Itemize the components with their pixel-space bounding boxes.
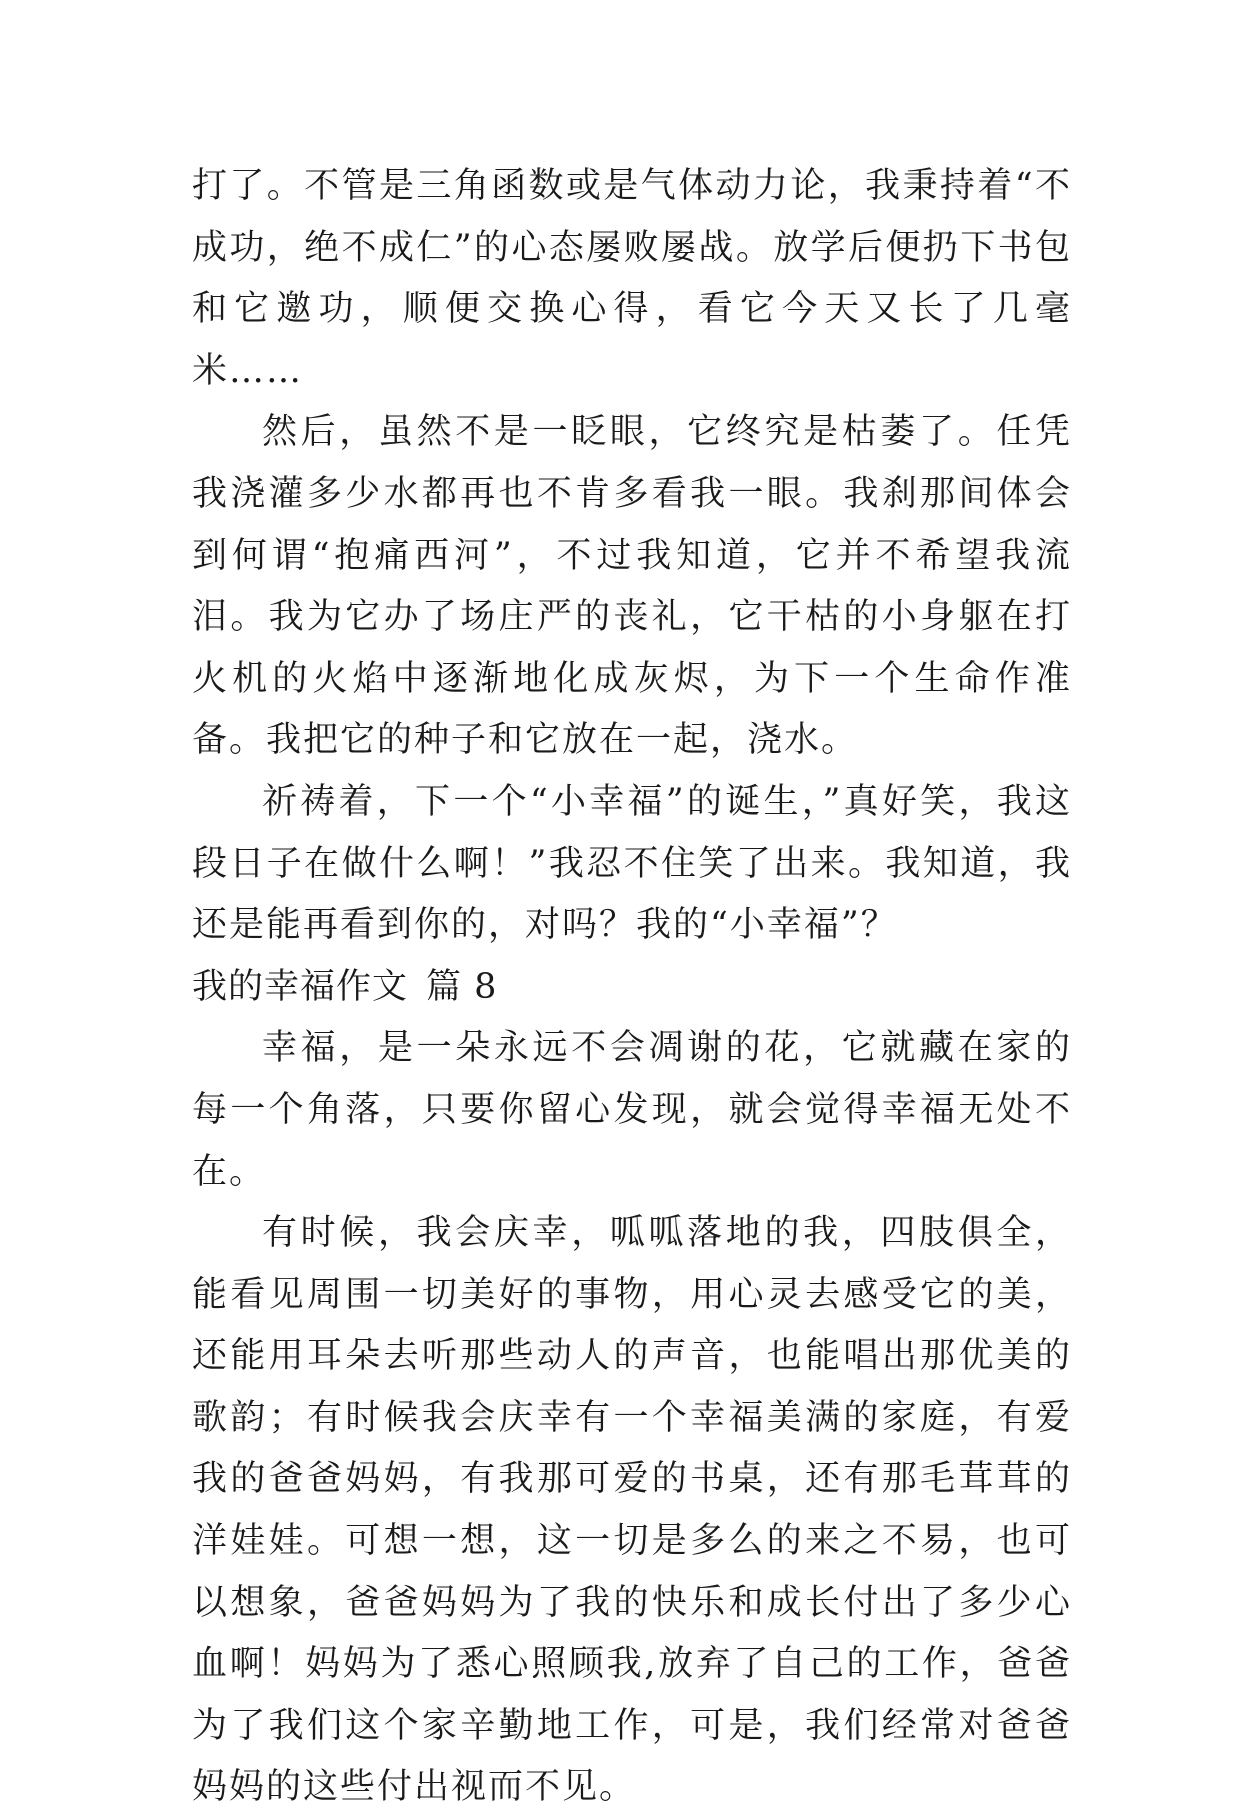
section-number: 篇 8 <box>426 966 498 1007</box>
paragraph-3: 祈祷着，下一个“小幸福”的诞生，”真好笑，我这段日子在做什么啊！”我忍不住笑了出来。我知道，我还是能再看到你的，对吗？我的“小幸福”？ <box>192 781 1072 946</box>
paragraph-5: 有时候，我会庆幸，呱呱落地的我，四肢俱全，能看见周围一切美好的事物，用心灵去感受它的美，还能用耳朵去听那些动人的声音，也能唱出那优美的歌韵；有时候我会庆幸有一个幸福美满的家庭，有爱我的爸爸妈妈，有我那可爱的书桌，还有那毛茸茸的洋娃娃。可想一想，这一切是多么的来之不易，也可以想象，爸爸妈妈为了我的快乐和成长付出了多少心血啊！妈妈为了悉心照顾我,放弃了自己的工作，爸爸为了我们这个家辛勤地工作，可是，我们经常对爸爸妈妈的这些付出视而不见。 <box>192 1213 1072 1808</box>
section-heading <box>192 957 1072 1019</box>
paragraph-1: 打了。不管是三角函数或是气体动力论，我秉持着“不成功，绝不成仁”的心态屡败屡战。放学后便扔下书包和它邀功，顺便交换心得，看它今天又长了几毫米…… <box>192 166 1072 391</box>
paragraph-2: 然后，虽然不是一眨眼，它终究是枯萎了。任凭我浇灌多少水都再也不肯多看我一眼。我刹那间体会到何谓“抱痛西河”，不过我知道，它并不希望我流泪。我为它办了场庄严的丧礼，它干枯的小身躯在打火机的火焰中逐渐地化成灰烬，为下一个生命作准备。我把它的种子和它放在一起，浇水。 <box>192 412 1072 761</box>
section-title: 我的幸福作文 <box>192 966 409 1007</box>
paragraph-4: 幸福，是一朵永远不会凋谢的花，它就藏在家的每一个角落，只要你留心发现，就会觉得幸福无处不在。 <box>192 1028 1072 1192</box>
document-body <box>192 156 1072 1819</box>
